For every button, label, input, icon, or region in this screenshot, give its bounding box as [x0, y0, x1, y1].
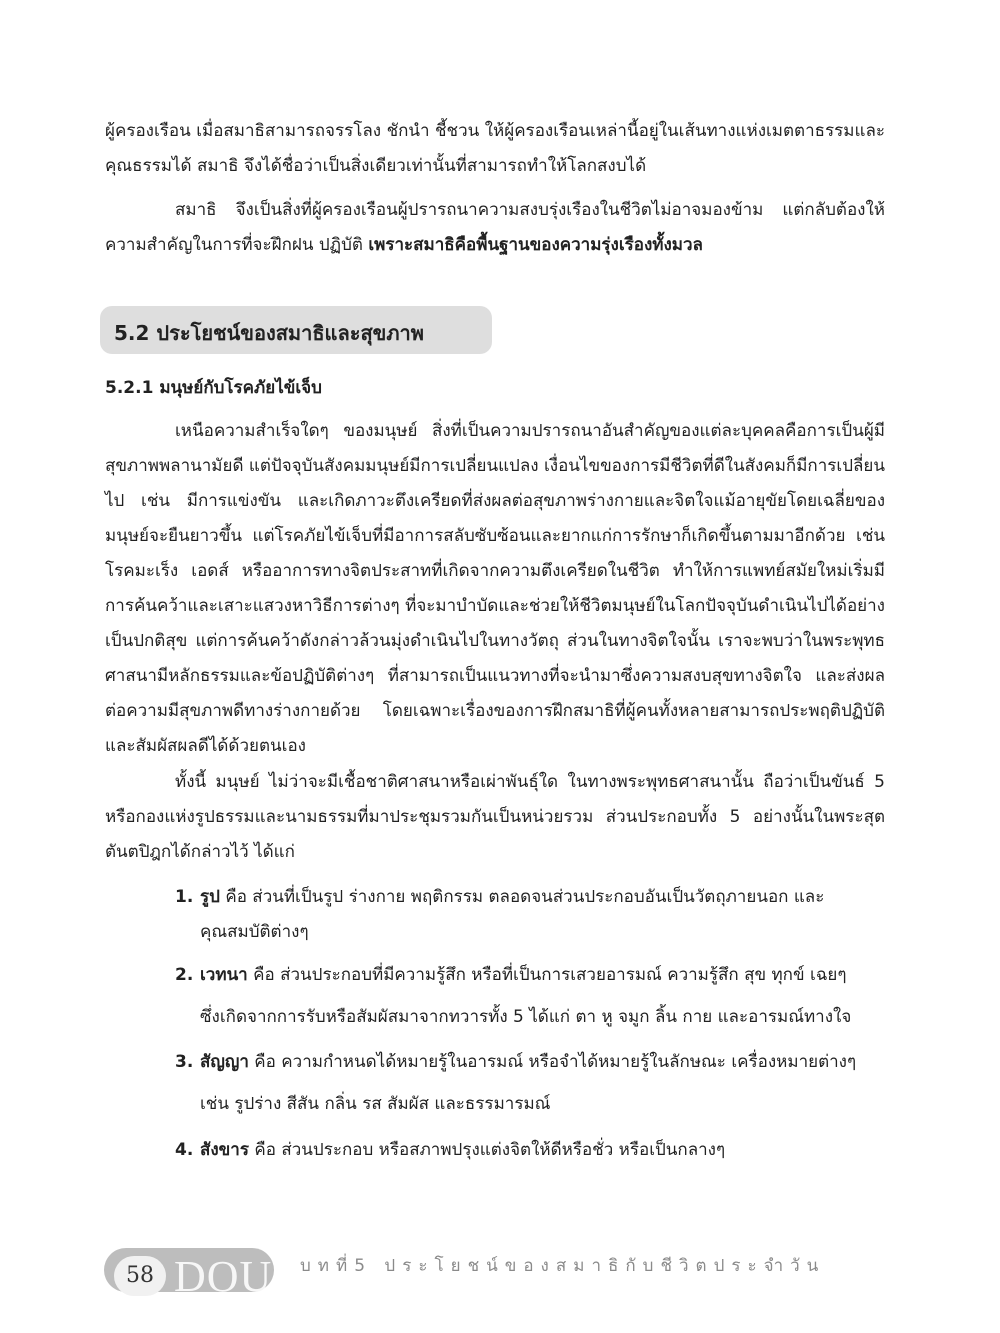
body-paragraph-1: เหนือความสำเร็จใดๆ ของมนุษย์ สิ่งที่เป็นความปรารถนาอันสำคัญของแต่ละบุคคลคือการเป็นผู้มีสุขภาพพลานามัยดี แต่ปัจจุบันสังคมมนุษย์มีการเปลี่ยนแปลง เงื่อนไขของการมีชีวิตที่ดีในสังคมก็มีการเปลี่ยนไป เช่น มีการแข่งขัน และเกิดภาวะตึงเครียดที่ส่งผลต่อสุขภาพร่างกายและจิตใจแม้อายุขัยโดยเฉลี่ยของมนุษย์จะยืนยาวขึ้น แต่โรคภัยไข้เจ็บที่มีอาการสลับซับซ้อนและยากแก่การรักษาก็เกิดขึ้นตามมาอีกด้วย เช่น โรคมะเร็ง เอดส์ หรืออาการทางจิตประสาทที่เกิดจากความตึงเครียดในชีวิต ทำให้การแพทย์สมัยใหม่เริ่มมีการค้นคว้าและเสาะแสวงหาวิธีการต่างๆ ที่จะมาบำบัดและช่วยให้ชีวิตมนุษย์ในโลกปัจจุบันดำเนินไปได้อย่างเป็นปกติสุข แต่การค้นคว้าดังกล่าวล้วนมุ่งดำเนินไปในทางวัตถุ ส่วนในทางจิตใจนั้น เราจะพบว่าในพระพุทธศาสนามีหลักธรรมและข้อปฏิบัติต่างๆ ที่สามารถเป็นแนวทางที่จะนำมาซึ่งความสงบสุขทางจิตใจ และส่งผลต่อความมีสุขภาพดีทางร่างกายด้วย โดยเฉพาะเรื่องของการฝึกสมาธิที่ผู้คนทั้งหลายสามารถประพฤติปฏิบัติและสัมผัสผลดีได้ด้วยตนเอง	[105, 421, 885, 756]
list-number: 2.	[175, 965, 194, 985]
list-continuation: เช่น รูปร่าง สีสัน กลิ่น รส สัมผัส และธรรมารมณ์	[200, 1094, 551, 1114]
section-heading	[100, 306, 492, 354]
list-term: รูป	[200, 887, 220, 907]
list-text: คือ ส่วนประกอบที่มีความรู้สึก หรือที่เป็นการเสวยอารมณ์ ความรู้สึก สุข ทุกข์ เฉยๆ	[247, 965, 847, 985]
intro-paragraph-1: ผู้ครองเรือน เมื่อสมาธิสามารถจรรโลง ชักนำ ชี้ชวน ให้ผู้ครองเรือนเหล่านี้อยู่ในเส้นทางแห่งเมตตาธรรมและคุณธรรมได้ สมาธิ จึงได้ชื่อว่าเป็นสิ่งเดียวเท่านั้นที่สามารถทำให้โลกสงบได้	[105, 121, 885, 176]
list-number: 4.	[175, 1140, 194, 1160]
list-text: คือ ส่วนที่เป็นรูป ร่างกาย พฤติกรรม ตลอดจนส่วนประกอบอันเป็นวัตถุภายนอก และ	[219, 887, 825, 907]
list-number: 1.	[175, 887, 194, 907]
list-term: เวทนา	[200, 965, 248, 985]
section-title: 5.2 ประโยชน์ของสมาธิและสุขภาพ	[114, 321, 424, 345]
list-continuation: ซึ่งเกิดจากการรับหรือสัมผัสมาจากทวารทั้ง 5 ได้แก่ ตา หู จมูก ลิ้น กาย และอารมณ์ทางใจ	[200, 1007, 852, 1027]
intro-paragraph-2	[105, 193, 885, 263]
list-term: สังขาร	[200, 1140, 249, 1160]
list-item	[175, 1045, 885, 1122]
intro-paragraph-2-text: สมาธิ จึงเป็นสิ่งที่ผู้ครองเรือนผู้ปรารถนาความสงบรุ่งเรืองในชีวิตไม่อาจมองข้าม แต่กลับต้องให้ความสำคัญในการที่จะฝึกฝน ปฏิบัติ	[105, 200, 885, 255]
intro-paragraph-2-bold: เพราะสมาธิคือพื้นฐานของความรุ่งเรืองทั้งมวล	[368, 235, 703, 255]
page-footer	[104, 1238, 874, 1301]
page-number: 58	[114, 1256, 166, 1296]
list-text: คือ ส่วนประกอบ หรือสภาพปรุงแต่งจิตให้ดีหรือชั่ว หรือเป็นกลางๆ	[248, 1140, 726, 1160]
footer-badge	[104, 1248, 274, 1301]
subsection-title: 5.2.1 มนุษย์กับโรคภัยไข้เจ็บ	[105, 378, 322, 398]
list-item	[175, 1133, 885, 1168]
brand-logo: DOU	[174, 1252, 273, 1301]
list-continuation: คุณสมบัติต่างๆ	[200, 922, 309, 942]
list-text: คือ ความกำหนดได้หมายรู้ในอารมณ์ หรือจำได้หมายรู้ในลักษณะ เครื่องหมายต่างๆ	[248, 1052, 857, 1072]
list-item	[175, 958, 885, 1035]
chapter-title: บทที่5 ประโยชน์ของสมาธิกับชีวิตประจำวัน	[300, 1256, 826, 1276]
list-term: สัญญา	[200, 1052, 249, 1072]
body-paragraph-2: ทั้งนี้ มนุษย์ ไม่ว่าจะมีเชื้อชาติศาสนาหรือเผ่าพันธุ์ใด ในทางพระพุทธศาสนานั้น ถือว่าเป็นขันธ์ 5 หรือกองแห่งรูปธรรมและนามธรรมที่มาประชุมรวมกันเป็นหน่วยรวม ส่วนประกอบทั้ง 5 อย่างนั้นในพระสุตตันตปิฎกได้กล่าวไว้ ได้แก่	[105, 772, 885, 862]
list-number: 3.	[175, 1052, 194, 1072]
list-item	[175, 880, 885, 950]
